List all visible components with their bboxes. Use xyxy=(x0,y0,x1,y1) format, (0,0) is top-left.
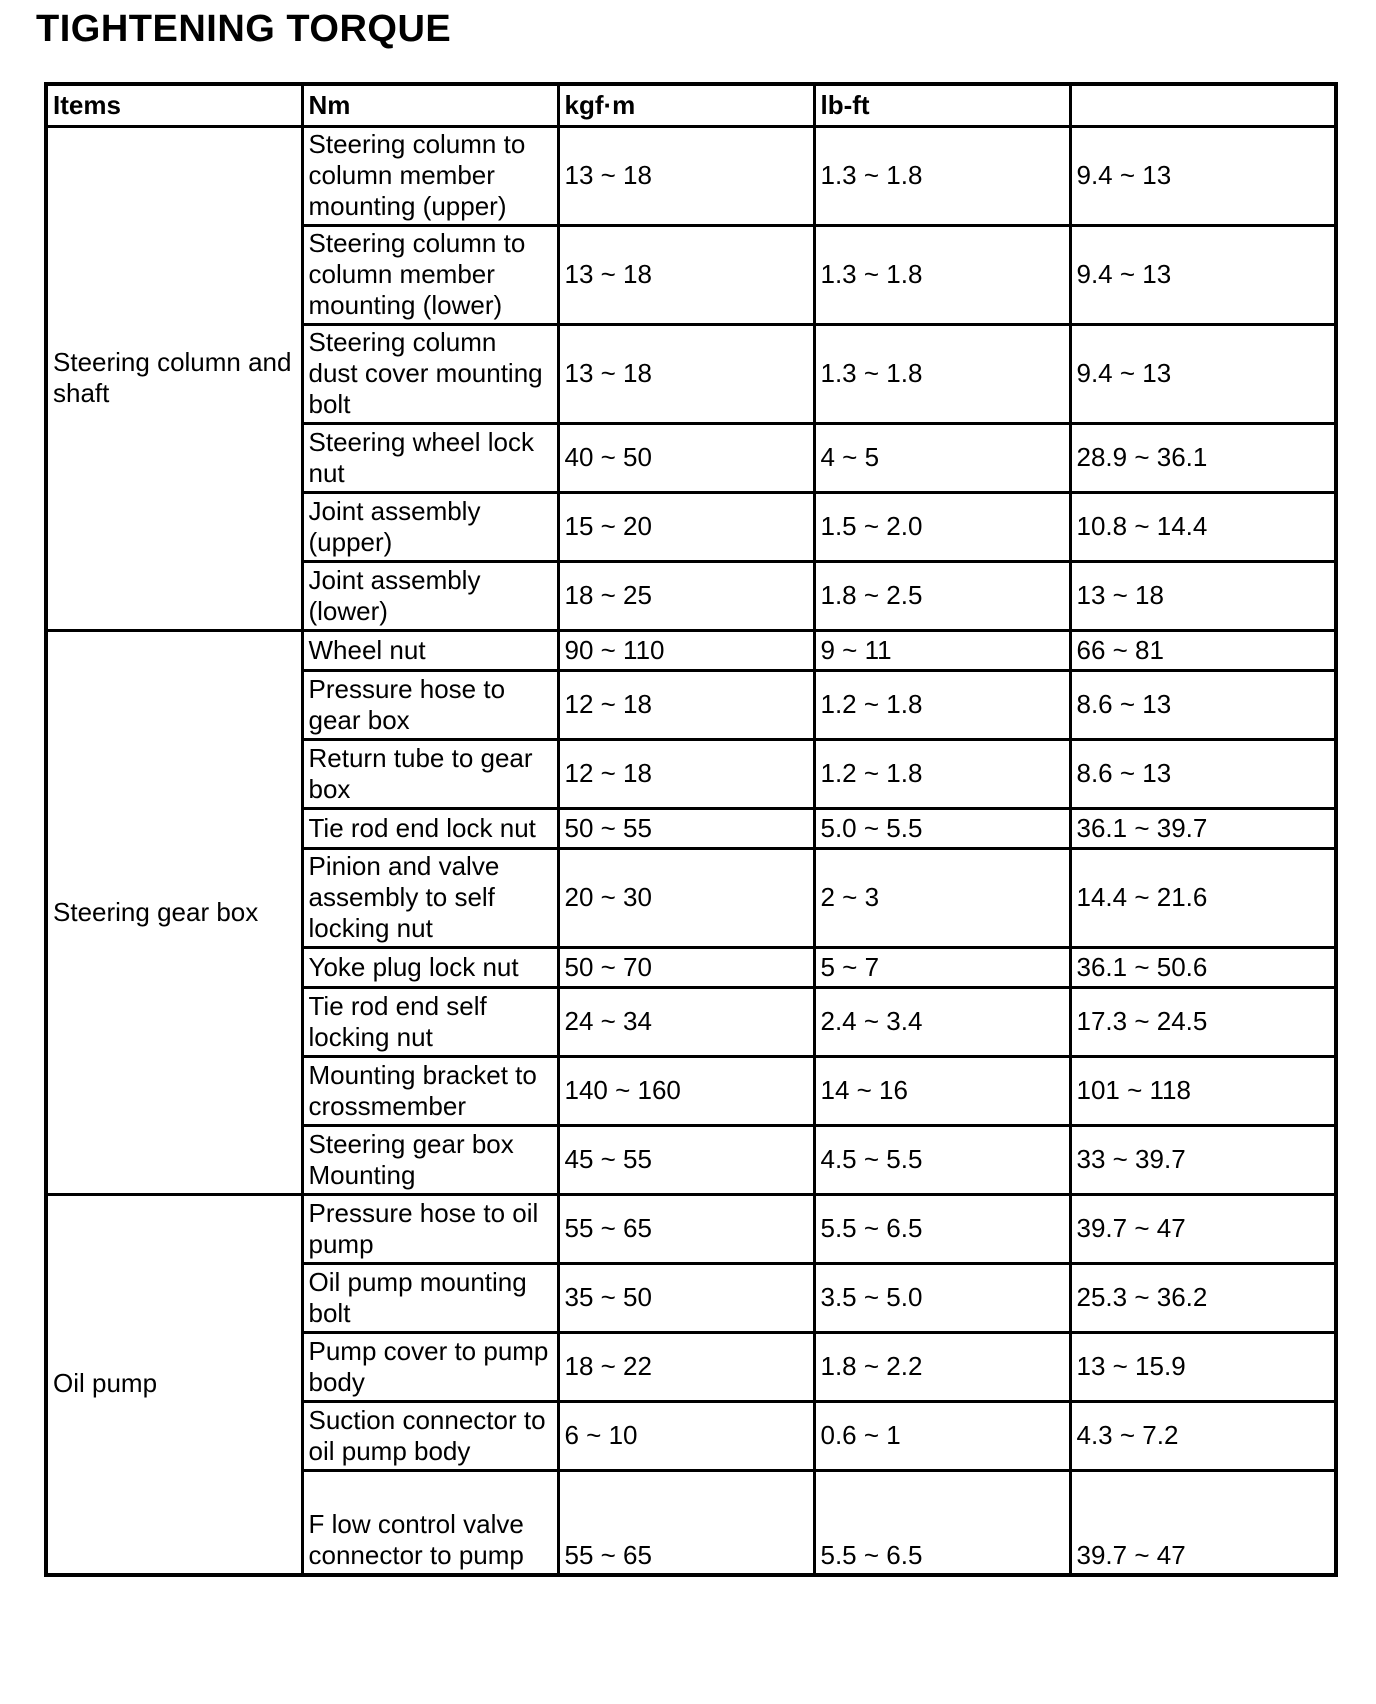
header-kgfm: kgf·m xyxy=(558,84,814,127)
kgfm-cell: 0.6 ~ 1 xyxy=(814,1402,1070,1471)
item-cell: Tie rod end self locking nut xyxy=(302,988,558,1057)
lbft-cell: 39.7 ~ 47 xyxy=(1070,1471,1336,1575)
nm-cell: 18 ~ 25 xyxy=(558,562,814,631)
lbft-cell: 4.3 ~ 7.2 xyxy=(1070,1402,1336,1471)
table-row xyxy=(46,1195,1336,1264)
nm-cell: 12 ~ 18 xyxy=(558,671,814,740)
kgfm-cell: 1.3 ~ 1.8 xyxy=(814,226,1070,325)
lbft-cell: 25.3 ~ 36.2 xyxy=(1070,1264,1336,1333)
item-cell: Pressure hose to oil pump xyxy=(302,1195,558,1264)
group-label: Oil pump xyxy=(46,1195,302,1575)
kgfm-cell: 1.3 ~ 1.8 xyxy=(814,325,1070,424)
lbft-cell: 28.9 ~ 36.1 xyxy=(1070,424,1336,493)
item-cell: Pinion and valve assembly to self locking nut xyxy=(302,849,558,948)
nm-cell: 6 ~ 10 xyxy=(558,1402,814,1471)
header-items: Items xyxy=(46,84,302,127)
group-label: Steering column and shaft xyxy=(46,127,302,631)
lbft-cell: 10.8 ~ 14.4 xyxy=(1070,493,1336,562)
lbft-cell: 13 ~ 18 xyxy=(1070,562,1336,631)
lbft-cell: 39.7 ~ 47 xyxy=(1070,1195,1336,1264)
item-cell: Tie rod end lock nut xyxy=(302,809,558,849)
header-nm: Nm xyxy=(302,84,558,127)
item-cell: Mounting bracket to crossmember xyxy=(302,1057,558,1126)
lbft-cell: 101 ~ 118 xyxy=(1070,1057,1336,1126)
item-cell: Yoke plug lock nut xyxy=(302,948,558,988)
item-cell: F low control valve connector to pump xyxy=(302,1471,558,1575)
lbft-cell: 9.4 ~ 13 xyxy=(1070,325,1336,424)
lbft-cell: 14.4 ~ 21.6 xyxy=(1070,849,1336,948)
item-cell: Steering wheel lock nut xyxy=(302,424,558,493)
nm-cell: 140 ~ 160 xyxy=(558,1057,814,1126)
lbft-cell: 33 ~ 39.7 xyxy=(1070,1126,1336,1195)
lbft-cell: 8.6 ~ 13 xyxy=(1070,740,1336,809)
nm-cell: 18 ~ 22 xyxy=(558,1333,814,1402)
item-cell: Steering column to column member mounting (upper) xyxy=(302,127,558,226)
kgfm-cell: 4.5 ~ 5.5 xyxy=(814,1126,1070,1195)
item-cell: Wheel nut xyxy=(302,631,558,671)
nm-cell: 24 ~ 34 xyxy=(558,988,814,1057)
item-cell: Pump cover to pump body xyxy=(302,1333,558,1402)
item-cell: Pressure hose to gear box xyxy=(302,671,558,740)
header-blank xyxy=(1070,84,1336,127)
torque-table xyxy=(44,82,1338,1577)
nm-cell: 50 ~ 55 xyxy=(558,809,814,849)
item-cell: Steering column to column member mounting (lower) xyxy=(302,226,558,325)
lbft-cell: 8.6 ~ 13 xyxy=(1070,671,1336,740)
kgfm-cell: 14 ~ 16 xyxy=(814,1057,1070,1126)
kgfm-cell: 1.2 ~ 1.8 xyxy=(814,740,1070,809)
nm-cell: 55 ~ 65 xyxy=(558,1471,814,1575)
page-title: TIGHTENING TORQUE xyxy=(36,8,452,50)
kgfm-cell: 2.4 ~ 3.4 xyxy=(814,988,1070,1057)
item-cell: Oil pump mounting bolt xyxy=(302,1264,558,1333)
kgfm-cell: 5.5 ~ 6.5 xyxy=(814,1471,1070,1575)
item-cell: Steering column dust cover mounting bolt xyxy=(302,325,558,424)
kgfm-cell: 3.5 ~ 5.0 xyxy=(814,1264,1070,1333)
nm-cell: 90 ~ 110 xyxy=(558,631,814,671)
item-cell: Steering gear box Mounting xyxy=(302,1126,558,1195)
lbft-cell: 36.1 ~ 39.7 xyxy=(1070,809,1336,849)
kgfm-cell: 1.8 ~ 2.5 xyxy=(814,562,1070,631)
lbft-cell: 9.4 ~ 13 xyxy=(1070,226,1336,325)
nm-cell: 15 ~ 20 xyxy=(558,493,814,562)
kgfm-cell: 2 ~ 3 xyxy=(814,849,1070,948)
table-row xyxy=(46,631,1336,671)
group-label: Steering gear box xyxy=(46,631,302,1195)
header-row xyxy=(46,84,1336,127)
nm-cell: 20 ~ 30 xyxy=(558,849,814,948)
nm-cell: 13 ~ 18 xyxy=(558,127,814,226)
nm-cell: 50 ~ 70 xyxy=(558,948,814,988)
nm-cell: 13 ~ 18 xyxy=(558,325,814,424)
nm-cell: 55 ~ 65 xyxy=(558,1195,814,1264)
nm-cell: 45 ~ 55 xyxy=(558,1126,814,1195)
kgfm-cell: 5.5 ~ 6.5 xyxy=(814,1195,1070,1264)
table-row xyxy=(46,127,1336,226)
item-cell: Joint assembly (upper) xyxy=(302,493,558,562)
kgfm-cell: 1.8 ~ 2.2 xyxy=(814,1333,1070,1402)
lbft-cell: 36.1 ~ 50.6 xyxy=(1070,948,1336,988)
nm-cell: 35 ~ 50 xyxy=(558,1264,814,1333)
nm-cell: 13 ~ 18 xyxy=(558,226,814,325)
kgfm-cell: 9 ~ 11 xyxy=(814,631,1070,671)
item-cell: Suction connector to oil pump body xyxy=(302,1402,558,1471)
kgfm-cell: 4 ~ 5 xyxy=(814,424,1070,493)
nm-cell: 12 ~ 18 xyxy=(558,740,814,809)
item-cell: Joint assembly (lower) xyxy=(302,562,558,631)
lbft-cell: 17.3 ~ 24.5 xyxy=(1070,988,1336,1057)
nm-cell: 40 ~ 50 xyxy=(558,424,814,493)
item-cell: Return tube to gear box xyxy=(302,740,558,809)
table-body xyxy=(46,127,1336,1575)
lbft-cell: 13 ~ 15.9 xyxy=(1070,1333,1336,1402)
lbft-cell: 66 ~ 81 xyxy=(1070,631,1336,671)
lbft-cell: 9.4 ~ 13 xyxy=(1070,127,1336,226)
header-lbft: lb-ft xyxy=(814,84,1070,127)
kgfm-cell: 1.2 ~ 1.8 xyxy=(814,671,1070,740)
kgfm-cell: 5 ~ 7 xyxy=(814,948,1070,988)
kgfm-cell: 1.3 ~ 1.8 xyxy=(814,127,1070,226)
kgfm-cell: 1.5 ~ 2.0 xyxy=(814,493,1070,562)
kgfm-cell: 5.0 ~ 5.5 xyxy=(814,809,1070,849)
